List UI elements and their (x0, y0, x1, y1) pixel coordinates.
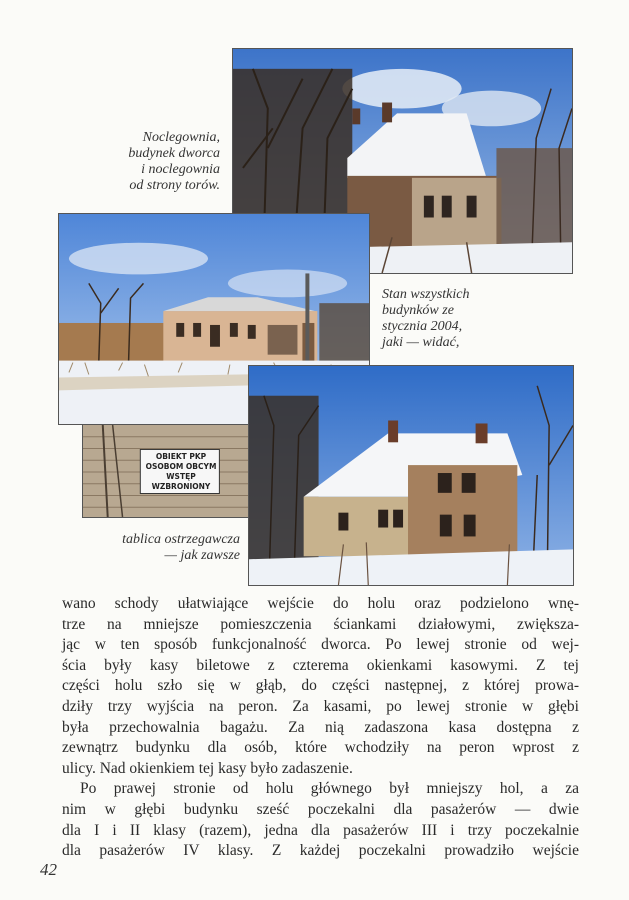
page-number: 42 (40, 860, 57, 879)
text-line: dziły trzy wyjścia na peron. Za kasami, po lewej stronie w głębi (62, 697, 579, 715)
caption-photo-sign (60, 532, 240, 564)
caption-line: budynków ze (382, 303, 454, 318)
body-text (62, 594, 579, 862)
text-line: ścia były kasy biletowe z czterema okienkami kasowymi. Z tej (62, 656, 579, 674)
caption-photo-station (92, 130, 220, 194)
caption-line: tablica ostrzegawcza (122, 532, 240, 547)
text-line: jąc w ten sposób funkcjonalność dworca. Po lewej stronie od wej- (62, 636, 579, 654)
caption-line: stycznia 2004, (382, 319, 463, 334)
text-line: nim w głębi budynku sześć poczekalni dla pasażerów — dwie (62, 800, 579, 818)
text-line: części holu szło się w głąb, do części następnej, z której prowa- (62, 677, 579, 695)
caption-line: Noclegownia, (142, 130, 220, 145)
sign-line: OSOBOM OBCYM (145, 462, 217, 471)
sign-line: WSTĘP WZBRONIONY (151, 472, 211, 491)
sign-line: OBIEKT PKP (155, 452, 207, 461)
photo-snowy-house (248, 365, 574, 586)
text-line: ulicy. Nad okienkiem tej kasy było zadaszenie. (62, 759, 353, 777)
text-line: trze na mniejsze pomieszczenia ściankami działowymi, zwiększa- (62, 615, 579, 633)
warning-sign (141, 452, 221, 492)
caption-line: jaki — widać, (382, 335, 460, 350)
text-line: zewnątrz budynku dla osób, które wchodziły na peron wprost z (62, 739, 579, 757)
caption-line: od strony torów. (129, 178, 220, 193)
text-line: Po prawej stronie od holu głównego był mniejszy hol, a za (80, 780, 579, 798)
text-line: była przechowalnia bagażu. Za nią zadaszona kasa dostępna z (62, 718, 579, 736)
caption-line: Stan wszystkich (382, 287, 470, 302)
photo-warning-sign (82, 424, 252, 518)
caption-line: — jak zawsze (164, 548, 240, 563)
caption-line: i noclegownia (141, 162, 220, 177)
caption-photo-buildings (382, 287, 532, 351)
text-line: dla I i II klasy (razem), jedna dla pasażerów III i trzy poczekalnie (62, 821, 579, 839)
text-line: dla pasażerów IV klasy. Z każdej poczekalni prowadziło wejście (62, 842, 579, 860)
text-line: wano schody ułatwiające wejście do holu oraz podzielono wnę- (62, 595, 579, 612)
caption-line: budynek dworca (128, 146, 220, 161)
